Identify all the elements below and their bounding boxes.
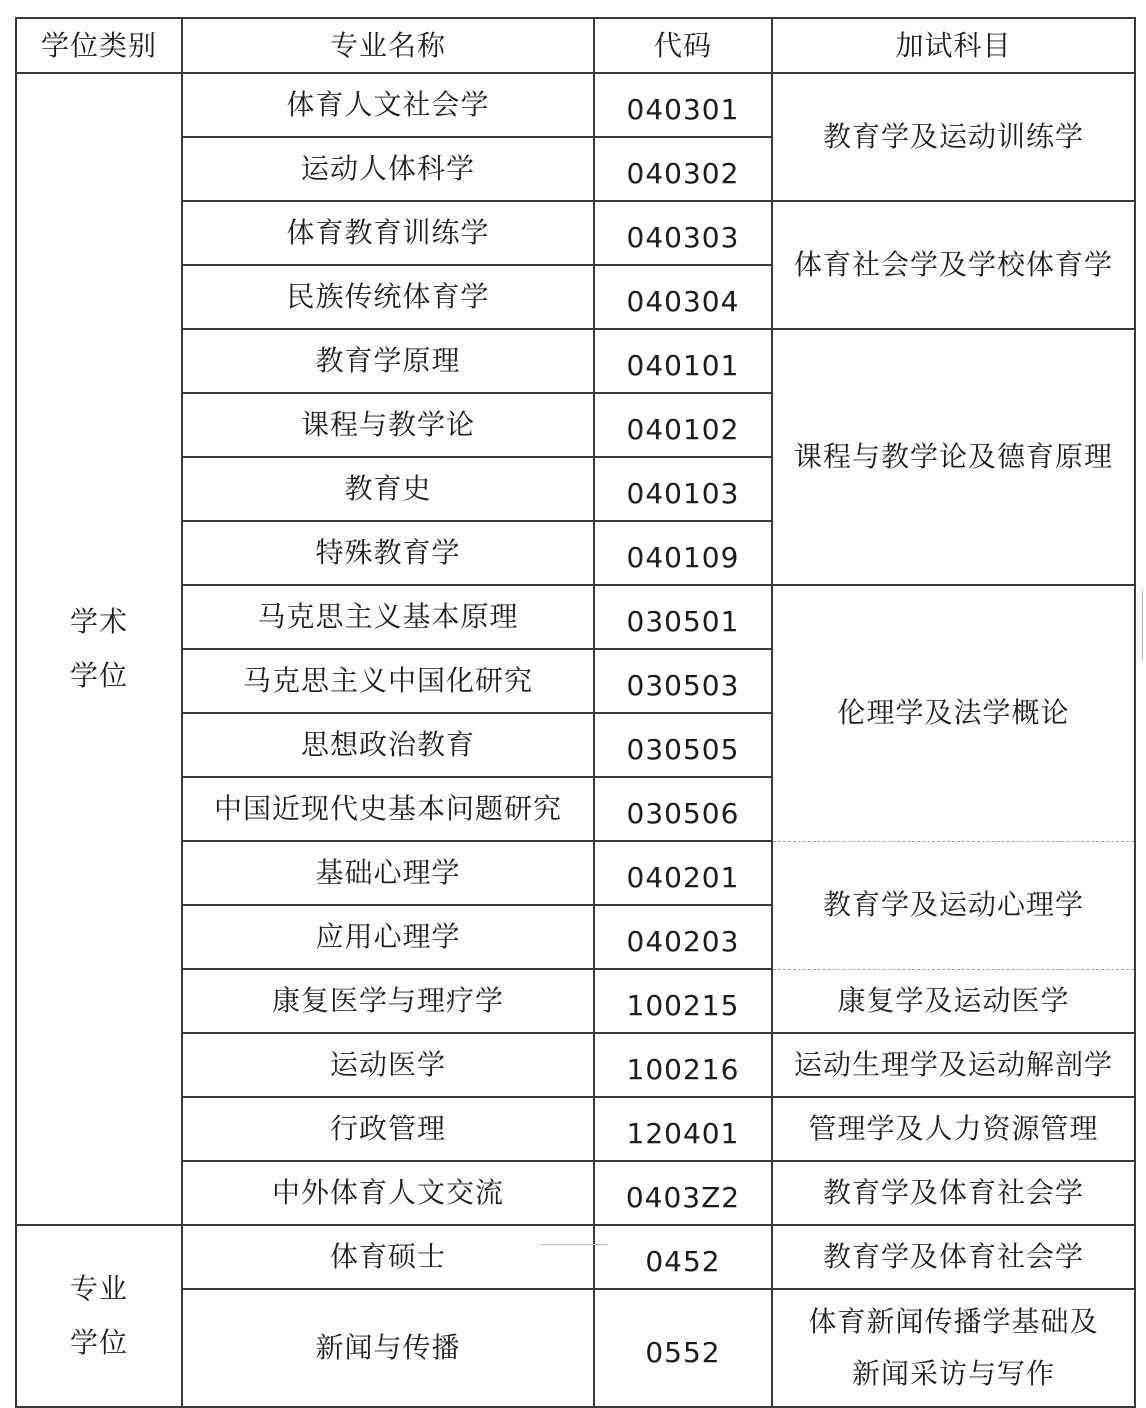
exam-subject-multiline xyxy=(772,1289,1135,1407)
category-academic-line2: 学位 xyxy=(69,659,128,692)
table-row xyxy=(16,969,1135,1033)
header-row xyxy=(16,18,1135,73)
major-name: 马克思主义中国化研究 xyxy=(182,649,594,713)
category-professional-line2: 学位 xyxy=(69,1326,128,1359)
major-code: 040302 xyxy=(594,137,772,201)
major-name: 思想政治教育 xyxy=(182,713,594,777)
major-code: 040201 xyxy=(594,841,772,905)
major-code: 030503 xyxy=(594,649,772,713)
major-code: 040301 xyxy=(594,73,772,137)
category-professional-line1: 专业 xyxy=(69,1272,128,1305)
major-name: 应用心理学 xyxy=(182,905,594,969)
major-name: 基础心理学 xyxy=(182,841,594,905)
major-code: 040203 xyxy=(594,905,772,969)
table-row xyxy=(16,1097,1135,1161)
major-code: 040103 xyxy=(594,457,772,521)
page-edge-marker-bottom xyxy=(540,1244,608,1249)
major-name: 体育教育训练学 xyxy=(182,201,594,265)
header-extra-exam: 加试科目 xyxy=(772,18,1135,73)
major-name: 运动医学 xyxy=(182,1033,594,1097)
table-row xyxy=(16,329,1135,393)
category-academic xyxy=(16,73,182,1225)
major-name: 行政管理 xyxy=(182,1097,594,1161)
exam-subject: 伦理学及法学概论 xyxy=(772,585,1135,841)
table-row xyxy=(16,1289,1135,1407)
major-code: 120401 xyxy=(594,1097,772,1161)
major-name: 体育人文社会学 xyxy=(182,73,594,137)
major-name: 康复医学与理疗学 xyxy=(182,969,594,1033)
major-name: 教育史 xyxy=(182,457,594,521)
exam-subject: 教育学及体育社会学 xyxy=(772,1161,1135,1225)
major-name: 体育硕士 xyxy=(182,1225,594,1289)
table-row xyxy=(16,1033,1135,1097)
exam-subject: 体育社会学及学校体育学 xyxy=(772,201,1135,329)
table-row xyxy=(16,201,1135,265)
major-code: 040303 xyxy=(594,201,772,265)
major-code: 100215 xyxy=(594,969,772,1033)
category-academic-line1: 学术 xyxy=(69,605,128,638)
major-code: 0552 xyxy=(594,1289,772,1407)
major-code: 0403Z2 xyxy=(594,1161,772,1225)
major-code: 100216 xyxy=(594,1033,772,1097)
major-code: 030505 xyxy=(594,713,772,777)
exam-subject: 教育学及体育社会学 xyxy=(772,1225,1135,1289)
major-name: 教育学原理 xyxy=(182,329,594,393)
major-name: 特殊教育学 xyxy=(182,521,594,585)
header-major-name: 专业名称 xyxy=(182,18,594,73)
exam-subject: 运动生理学及运动解剖学 xyxy=(772,1033,1135,1097)
exam-subject: 教育学及运动训练学 xyxy=(772,73,1135,201)
exam-subject: 教育学及运动心理学 xyxy=(772,841,1135,969)
exam-subject: 课程与教学论及德育原理 xyxy=(772,329,1135,585)
page-edge-marker-right xyxy=(1142,590,1146,660)
admissions-table xyxy=(15,17,1136,1408)
table-row xyxy=(16,1225,1135,1289)
major-name: 运动人体科学 xyxy=(182,137,594,201)
major-code: 0452 xyxy=(594,1225,772,1289)
category-professional xyxy=(16,1225,182,1407)
major-name: 马克思主义基本原理 xyxy=(182,585,594,649)
major-name: 中外体育人文交流 xyxy=(182,1161,594,1225)
table-row xyxy=(16,585,1135,649)
major-code: 040102 xyxy=(594,393,772,457)
table-row xyxy=(16,841,1135,905)
major-code: 030501 xyxy=(594,585,772,649)
major-code: 040304 xyxy=(594,265,772,329)
header-code: 代码 xyxy=(594,18,772,73)
exam-subject-line1: 体育新闻传播学基础及 xyxy=(808,1305,1099,1338)
exam-subject-line2: 新闻采访与写作 xyxy=(851,1357,1055,1390)
major-name: 民族传统体育学 xyxy=(182,265,594,329)
major-name: 新闻与传播 xyxy=(182,1289,594,1407)
header-degree-type: 学位类别 xyxy=(16,18,182,73)
exam-subject: 管理学及人力资源管理 xyxy=(772,1097,1135,1161)
major-code: 040109 xyxy=(594,521,772,585)
exam-subject: 康复学及运动医学 xyxy=(772,969,1135,1033)
major-code: 040101 xyxy=(594,329,772,393)
major-name: 课程与教学论 xyxy=(182,393,594,457)
table-row xyxy=(16,73,1135,137)
major-code: 030506 xyxy=(594,777,772,841)
major-name: 中国近现代史基本问题研究 xyxy=(182,777,594,841)
table-row xyxy=(16,1161,1135,1225)
